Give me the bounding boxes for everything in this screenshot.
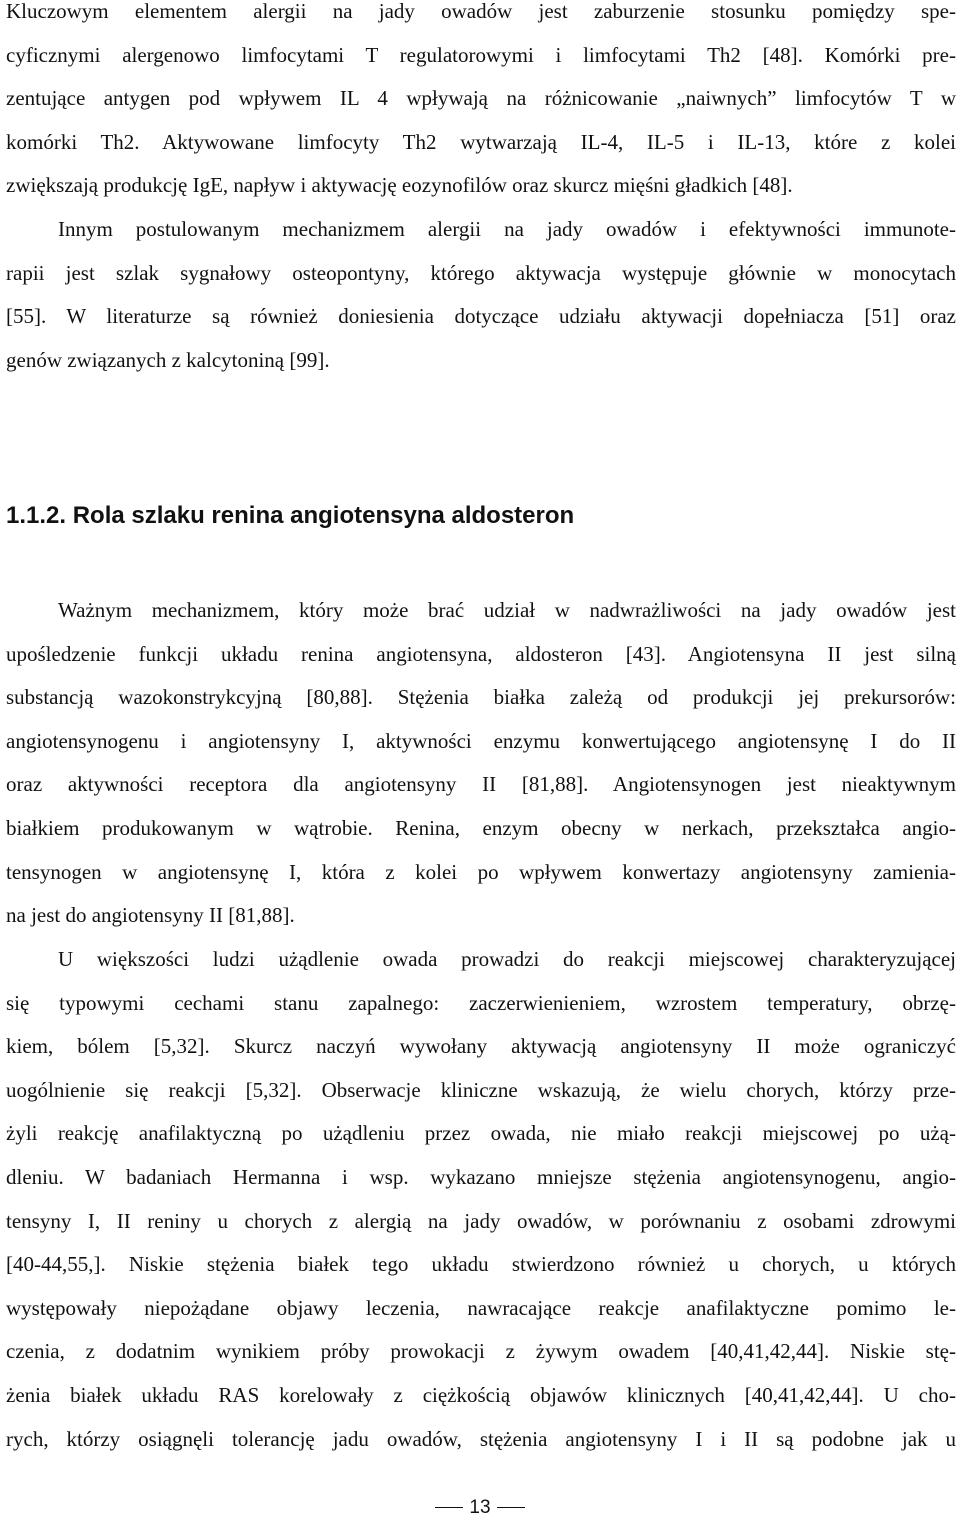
paragraph-4-line: żyli reakcję anafilaktyczną po użądleniu przez owada, nie miało reakcji miejscowej po użą- — [6, 1121, 956, 1146]
paragraph-1-line: zwiększają produkcję IgE, napływ i aktywację eozynofilów oraz skurcz mięśni gładkich [48]. — [6, 173, 793, 198]
paragraph-4-line: dleniu. W badaniach Hermanna i wsp. wykazano mniejsze stężenia angiotensynogenu, angio- — [6, 1164, 956, 1189]
paragraph-1-line: cyficznymi alergenowo limfocytami T regulatorowymi i limfocytami Th2 [48]. Komórki pre- — [6, 42, 956, 67]
paragraph-3-line: Ważnym mechanizmem, który może brać udział w nadwrażliwości na jady owadów jest — [58, 598, 956, 622]
paragraph-3-line: upośledzenie funkcji układu renina angiotensyna, aldosteron [43]. Angiotensyna II jest silną — [6, 641, 956, 666]
paragraph-4-line: czenia, z dodatnim wynikiem próby prowokacji z żywym owadem [40,41,42,44]. Niskie stę- — [6, 1339, 956, 1364]
paragraph-1-line: zentujące antygen pod wpływem IL 4 wpływają na różnicowanie „naiwnych” limfocytów T w — [6, 86, 956, 111]
page-number: 13 — [469, 1497, 491, 1518]
paragraph-2-line: Innym postulowanym mechanizmem alergii na jady owadów i efektywności immunote- — [58, 217, 956, 241]
paragraph-4-line: [40-44,55,]. Niskie stężenia białek tego układu stwierdzono również u chorych, u których — [6, 1252, 956, 1277]
footer-dash-right — [497, 1507, 525, 1508]
paragraph-2 — [6, 208, 956, 382]
paragraph-3-line: białkiem produkowanym w wątrobie. Renina, enzym obecny w nerkach, przekształca angio- — [6, 815, 956, 840]
paragraph-4-line: rych, którzy osiągnęli tolerancję jadu owadów, stężenia angiotensyny I i II są podobne jak u — [6, 1426, 956, 1451]
paragraph-3-line: tensynogen w angiotensynę I, która z kolei po wpływem konwertazy angiotensyny zamienia- — [6, 859, 956, 884]
paragraph-3-line: oraz aktywności receptora dla angiotensyny II [81,88]. Angiotensynogen jest nieaktywnym — [6, 772, 956, 797]
paragraph-3-line: angiotensynogenu i angiotensyny I, aktywności enzymu konwertującego angiotensynę I do II — [6, 728, 956, 753]
paragraph-2-line: rapii jest szlak sygnałowy osteopontyny, którego aktywacja występuje głównie w monocytach — [6, 260, 956, 285]
paragraph-3 — [6, 589, 956, 938]
paragraph-4 — [6, 938, 956, 1461]
paragraph-4-line: występowały niepożądane objawy leczenia, nawracające reakcje anafilaktyczne pomimo le- — [6, 1295, 956, 1320]
paragraph-1-line: Kluczowym elementem alergii na jady owadów jest zaburzenie stosunku pomiędzy spe- — [6, 0, 956, 23]
paragraph-2-line: genów związanych z kalcytoniną [99]. — [6, 347, 330, 372]
footer-dash-left — [435, 1507, 463, 1508]
paragraph-4-line: U większości ludzi użądlenie owada prowadzi do reakcji miejscowej charakteryzującej — [58, 947, 956, 971]
paragraph-1 — [6, 0, 956, 208]
section-heading: 1.1.2. Rola szlaku renina angiotensyna aldosteron — [6, 502, 575, 529]
paragraph-4-line: się typowymi cechami stanu zapalnego: zaczerwienieniem, wzrostem temperatury, obrzę- — [6, 990, 956, 1015]
paragraph-3-line: na jest do angiotensyny II [81,88]. — [6, 903, 295, 928]
paragraph-2-line: [55]. W literaturze są również doniesienia dotyczące udziału aktywacji dopełniacza [51] oraz — [6, 304, 956, 329]
paragraph-1-line: komórki Th2. Aktywowane limfocyty Th2 wytwarzają IL-4, IL-5 i IL-13, które z kolei — [6, 129, 956, 154]
paragraph-4-line: tensyny I, II reniny u chorych z alergią na jady owadów, w porównaniu z osobami zdrowymi — [6, 1208, 956, 1233]
page-footer — [0, 1496, 960, 1520]
paragraph-4-line: kiem, bólem [5,32]. Skurcz naczyń wywołany aktywacją angiotensyny II może ograniczyć — [6, 1034, 956, 1059]
paragraph-3-line: substancją wazokonstrykcyjną [80,88]. Stężenia białka zależą od produkcji jej prekursorów: — [6, 685, 956, 710]
paragraph-4-line: uogólnienie się reakcji [5,32]. Obserwacje kliniczne wskazują, że wielu chorych, którzy prze- — [6, 1077, 956, 1102]
paragraph-4-line: żenia białek układu RAS korelowały z ciężkością objawów klinicznych [40,41,42,44]. U cho- — [6, 1382, 956, 1407]
